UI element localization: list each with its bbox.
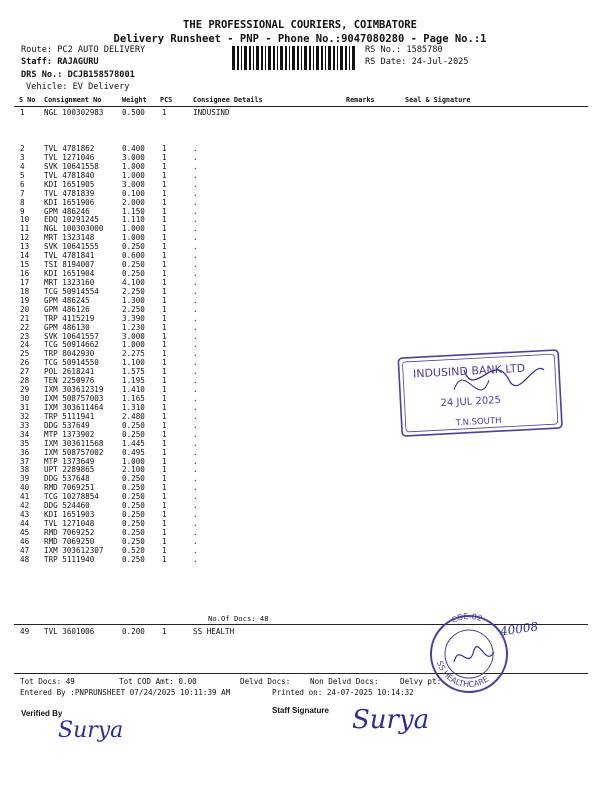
row-consignee: . (193, 152, 198, 162)
row-sno: 30 (20, 394, 30, 404)
row-pcs: 1 (162, 554, 167, 564)
healthcare-note: 40008 (499, 619, 539, 639)
row-sno: 31 (20, 402, 30, 412)
row-consignment: GPM 486245 (44, 295, 90, 305)
row-sno: 23 (20, 331, 30, 341)
row-consignee: . (193, 233, 198, 243)
row-pcs: 1 (162, 474, 167, 484)
row-pcs: 1 (162, 358, 167, 368)
row-pcs: 1 (162, 447, 167, 457)
col-remarks: Remarks (346, 96, 375, 104)
row-weight: 1.150 (122, 206, 145, 216)
verified-by-label: Verified By (21, 709, 63, 718)
row-pcs: 1 (162, 385, 167, 395)
row-consignment: TRP 4115219 (44, 313, 95, 323)
row-pcs: 1 (162, 251, 167, 261)
row-weight: 1.410 (122, 385, 145, 395)
row-sno: 1 (20, 108, 25, 117)
row-pcs: 1 (162, 170, 167, 180)
non-delivered-docs: Non Delvd Docs: (310, 677, 379, 686)
row-weight: 0.250 (122, 242, 145, 252)
bank-stamp-title: INDUSIND BANK LTD (412, 361, 526, 381)
row-consignee: . (193, 144, 198, 153)
row-sno: 19 (20, 295, 30, 305)
row-pcs: 1 (162, 527, 167, 537)
row-consignment: TRP 8042930 (44, 349, 95, 359)
row-pcs: 1 (162, 277, 167, 287)
row-consignee: . (193, 215, 198, 225)
row-consignee: . (193, 483, 198, 493)
row-weight: 0.250 (122, 483, 145, 493)
row-consignee: . (193, 367, 198, 377)
row-weight: 0.520 (122, 545, 145, 555)
row-pcs: 1 (162, 269, 167, 279)
row-consignment: GPM 486126 (44, 304, 90, 314)
row-weight: 1.300 (122, 295, 145, 305)
row-pcs: 1 (162, 519, 167, 529)
drs-number: DRS No.: DCJB158578001 (21, 70, 135, 80)
row-consignment: TVL 1271046 (44, 152, 95, 162)
row-weight: 0.250 (122, 269, 145, 279)
row-pcs: 1 (162, 438, 167, 448)
row-pcs: 1 (162, 304, 167, 314)
row-consignment: SVK 10641555 (44, 242, 99, 252)
row-pcs: 1 (162, 429, 167, 439)
row-sno: 27 (20, 367, 30, 377)
row-pcs: 1 (162, 510, 167, 520)
row-sno: 22 (20, 322, 30, 332)
row-consignee: . (193, 197, 198, 207)
row-consignee: . (193, 304, 198, 314)
row-consignee: . (193, 242, 198, 252)
row-sno: 4 (20, 161, 25, 171)
row-consignment: IXM 303612307 (44, 545, 104, 555)
row-pcs: 1 (162, 144, 167, 153)
row-weight: 1.575 (122, 367, 145, 377)
row-weight: 0.400 (122, 144, 145, 153)
row-pcs: 1 (162, 349, 167, 359)
row-weight: 0.200 (122, 627, 145, 636)
row-weight: 2.250 (122, 286, 145, 296)
row-consignee: . (193, 474, 198, 484)
row-consignee: . (193, 420, 198, 430)
row-consignment: TCG 50914554 (44, 286, 99, 296)
row-weight: 2.250 (122, 304, 145, 314)
row-pcs: 1 (162, 411, 167, 421)
row-consignee: . (193, 277, 198, 287)
row-consignment: TVL 4781841 (44, 251, 95, 261)
row-weight: 1.310 (122, 402, 145, 412)
row-consignee: INDUSIND (193, 108, 230, 117)
row-consignee: . (193, 188, 198, 198)
table-row (0, 297, 600, 306)
row-consignment: TEN 2250976 (44, 376, 95, 386)
row-weight: 0.250 (122, 429, 145, 439)
row-pcs: 1 (162, 492, 167, 502)
total-docs: Tot Docs: 49 (20, 677, 75, 686)
row-consignment: KDI 1651903 (44, 510, 95, 520)
row-weight: 0.250 (122, 492, 145, 502)
col-sno: S No (19, 96, 36, 104)
rs-number: RS No.: 1585780 (365, 45, 443, 55)
row-weight: 3.000 (122, 331, 145, 341)
row-consignee: . (193, 456, 198, 466)
row-consignee: . (193, 260, 198, 270)
row-sno: 20 (20, 304, 30, 314)
row-weight: 0.250 (122, 536, 145, 546)
verified-signature: Surya (58, 718, 124, 743)
col-consignee: Consignee Details (193, 96, 263, 104)
row-weight: 3.000 (122, 179, 145, 189)
row-weight: 1.000 (122, 170, 145, 180)
row-pcs: 1 (162, 394, 167, 404)
row-consignee: . (193, 358, 198, 368)
row-weight: 3.000 (122, 152, 145, 162)
row-pcs: 1 (162, 376, 167, 386)
row-consignment: TRP 5111940 (44, 554, 95, 564)
row-consignee: . (193, 465, 198, 475)
row-consignee: . (193, 501, 198, 511)
col-pcs: PCS (160, 96, 173, 104)
row-weight: 1.110 (122, 215, 145, 225)
row-consignee: . (193, 438, 198, 448)
row-consignment: KDI 1651904 (44, 269, 95, 279)
row-weight: 1.000 (122, 161, 145, 171)
row-sno: 33 (20, 420, 30, 430)
row-consignee: . (193, 519, 198, 529)
row-pcs: 1 (162, 367, 167, 377)
row-sno: 41 (20, 492, 30, 502)
row-consignment: RMD 7069252 (44, 527, 95, 537)
row-weight: 0.250 (122, 554, 145, 564)
row-sno: 49 (20, 627, 30, 636)
row-sno: 12 (20, 233, 30, 243)
row-pcs: 1 (162, 215, 167, 225)
row-consignee: . (193, 376, 198, 386)
row-pcs: 1 (162, 108, 167, 117)
row-sno: 5 (20, 170, 25, 180)
table-row (0, 466, 600, 475)
row-consignment: TVL 4781862 (44, 144, 95, 153)
row-pcs: 1 (162, 260, 167, 270)
row-sno: 18 (20, 286, 30, 296)
row-consignment: IXM 508757003 (44, 394, 104, 404)
row-consignment: MTP 1373649 (44, 456, 95, 466)
row-pcs: 1 (162, 313, 167, 323)
table-row (0, 556, 600, 565)
row-weight: 0.250 (122, 260, 145, 270)
row-consignee: . (193, 170, 198, 180)
row-weight: 0.250 (122, 510, 145, 520)
row-consignee: . (193, 322, 198, 332)
row-sno: 44 (20, 519, 30, 529)
row-consignee: . (193, 429, 198, 439)
row-consignee: . (193, 349, 198, 359)
bank-stamp-region: T.N.SOUTH (455, 415, 502, 429)
row-sno: 32 (20, 411, 30, 421)
row-pcs: 1 (162, 402, 167, 412)
row-consignment: TCG 50914550 (44, 358, 99, 368)
row-weight: 1.165 (122, 394, 145, 404)
row-sno: 24 (20, 340, 30, 350)
row-sno: 47 (20, 545, 30, 555)
row-consignment: SVK 10641558 (44, 161, 99, 171)
row-consignment: DDG 537649 (44, 420, 90, 430)
row-weight: 3.390 (122, 313, 145, 323)
row-consignee: . (193, 179, 198, 189)
row-consignment: TVL 1271048 (44, 519, 95, 529)
row-consignment: UPT 2289865 (44, 465, 95, 475)
row-sno: 48 (20, 554, 30, 564)
row-consignee: . (193, 331, 198, 341)
row-weight: 0.600 (122, 251, 145, 261)
row-weight: 1.000 (122, 340, 145, 350)
row-pcs: 1 (162, 179, 167, 189)
row-weight: 1.195 (122, 376, 145, 386)
row-consignment: DDG 524460 (44, 501, 90, 511)
row-weight: 1.000 (122, 456, 145, 466)
row-consignment: IXM 303611568 (44, 438, 104, 448)
row-weight: 0.250 (122, 527, 145, 537)
col-consignment: Consignment No (44, 96, 102, 104)
row-consignee: . (193, 340, 198, 350)
row-pcs: 1 (162, 286, 167, 296)
row-weight: 0.250 (122, 501, 145, 511)
row-consignee: . (193, 554, 198, 564)
row-consignment: NGL 100303000 (44, 224, 104, 234)
row-sno: 14 (20, 251, 30, 261)
row-consignment: TCG 10278854 (44, 492, 99, 502)
row-consignment: MRT 1323160 (44, 277, 95, 287)
bank-stamp (394, 340, 568, 440)
row-consignee: . (193, 385, 198, 395)
row-pcs: 1 (162, 420, 167, 430)
svg-text:CBE-02: CBE-02 (450, 612, 484, 626)
row-consignment: KDI 1651906 (44, 197, 95, 207)
staff-signature-label: Staff Signature (272, 706, 329, 715)
row-pcs: 1 (162, 536, 167, 546)
row-sno: 34 (20, 429, 30, 439)
row-consignee: . (193, 492, 198, 502)
printed-on: Printed on: 24-07-2025 10:14:32 (272, 688, 414, 697)
row-consignment: IXM 303612319 (44, 385, 104, 395)
row-sno: 15 (20, 260, 30, 270)
row-consignee: . (193, 224, 198, 234)
row-sno: 21 (20, 313, 30, 323)
table-row (0, 109, 600, 118)
row-sno: 13 (20, 242, 30, 252)
row-consignee: . (193, 510, 198, 520)
row-pcs: 1 (162, 501, 167, 511)
row-consignment: SVK 10641557 (44, 331, 99, 341)
row-consignee: . (193, 545, 198, 555)
row-weight: 1.000 (122, 233, 145, 243)
row-consignment: TVL 3601006 (44, 627, 95, 636)
row-weight: 0.100 (122, 188, 145, 198)
row-sno: 37 (20, 456, 30, 466)
row-sno: 7 (20, 188, 25, 198)
runsheet-subtitle: Delivery Runsheet - PNP - Phone No.:9047080280 - Page No.:1 (113, 33, 487, 45)
row-consignment: TRP 5111941 (44, 411, 95, 421)
row-pcs: 1 (162, 322, 167, 332)
row-sno: 10 (20, 215, 30, 225)
row-consignment: GPM 486246 (44, 206, 90, 216)
row-consignment: POL 2618241 (44, 367, 95, 377)
row-sno: 8 (20, 197, 25, 207)
row-consignment: GPM 486130 (44, 322, 90, 332)
row-consignment: MTP 1373902 (44, 429, 95, 439)
delivery-pt: Delvy pt: (400, 677, 442, 686)
vehicle-label: Vehicle: EV Delivery (26, 82, 130, 92)
staff-signature: Surya (352, 705, 430, 735)
row-pcs: 1 (162, 545, 167, 555)
col-weight: Weight (122, 96, 147, 104)
row-sno: 36 (20, 447, 30, 457)
row-sno: 43 (20, 510, 30, 520)
row-sno: 2 (20, 144, 25, 153)
row-consignment: TCG 50914662 (44, 340, 99, 350)
row-sno: 9 (20, 206, 25, 216)
row-sno: 25 (20, 349, 30, 359)
row-sno: 6 (20, 179, 25, 189)
row-pcs: 1 (162, 627, 167, 636)
row-consignee: . (193, 394, 198, 404)
row-consignee: . (193, 269, 198, 279)
row-consignment: IXM 303611464 (44, 402, 104, 412)
row-weight: 2.480 (122, 411, 145, 421)
row-pcs: 1 (162, 224, 167, 234)
row-consignee: . (193, 295, 198, 305)
row-consignment: TSI 8194007 (44, 260, 95, 270)
row-sno: 35 (20, 438, 30, 448)
row-weight: 2.100 (122, 465, 145, 475)
table-row (0, 315, 600, 324)
header-divider (14, 106, 588, 107)
row-sno: 11 (20, 224, 30, 234)
row-pcs: 1 (162, 152, 167, 162)
row-consignment: TVL 4781839 (44, 188, 95, 198)
group-doc-count: No.Of Docs: 48 (208, 614, 269, 623)
row-consignee: . (193, 313, 198, 323)
row-sno: 26 (20, 358, 30, 368)
row-pcs: 1 (162, 483, 167, 493)
row-weight: 0.250 (122, 474, 145, 484)
row-weight: 0.250 (122, 519, 145, 529)
row-sno: 46 (20, 536, 30, 546)
row-pcs: 1 (162, 456, 167, 466)
row-consignee: . (193, 527, 198, 537)
row-sno: 40 (20, 483, 30, 493)
row-consignment: MRT 1323148 (44, 233, 95, 243)
row-sno: 28 (20, 376, 30, 386)
row-weight: 4.100 (122, 277, 145, 287)
row-consignment: NGL 100302983 (44, 108, 104, 117)
row-consignee: . (193, 411, 198, 421)
col-seal: Seal & Signature (405, 96, 471, 104)
table-row (0, 199, 600, 208)
row-weight: 0.495 (122, 447, 145, 457)
svg-text:SS HEALTHCARE: SS HEALTHCARE (434, 659, 491, 690)
row-consignee: . (193, 536, 198, 546)
bank-stamp-date: 24 JUL 2025 (440, 394, 502, 410)
row-consignee: . (193, 286, 198, 296)
row-weight: 1.100 (122, 358, 145, 368)
table-row (0, 493, 600, 502)
row-consignee: . (193, 161, 198, 171)
row-sno: 42 (20, 501, 30, 511)
row-weight: 1.230 (122, 322, 145, 332)
row-pcs: 1 (162, 197, 167, 207)
row-consignee: . (193, 447, 198, 457)
row-pcs: 1 (162, 161, 167, 171)
row-weight: 0.250 (122, 420, 145, 430)
row-consignment: TVL 4781840 (44, 170, 95, 180)
row-pcs: 1 (162, 331, 167, 341)
row-sno: 45 (20, 527, 30, 537)
row-weight: 0.500 (122, 108, 145, 117)
row-pcs: 1 (162, 295, 167, 305)
row-sno: 17 (20, 277, 30, 287)
row-weight: 2.275 (122, 349, 145, 359)
row-sno: 3 (20, 152, 25, 162)
route-label: Route: PC2 AUTO DELIVERY (21, 45, 146, 55)
table-row (0, 288, 600, 297)
row-pcs: 1 (162, 206, 167, 216)
row-consignment: KDI 1651905 (44, 179, 95, 189)
row-consignment: RMD 7069251 (44, 483, 95, 493)
entered-by: Entered By :PNPRUNSHEET 07/24/2025 10:11:39 AM (20, 688, 231, 697)
total-cod: Tot COD Amt: 0.00 (119, 677, 197, 686)
row-sno: 16 (20, 269, 30, 279)
row-weight: 2.000 (122, 197, 145, 207)
row-weight: 1.000 (122, 224, 145, 234)
row-pcs: 1 (162, 340, 167, 350)
row-consignee: SS HEALTH (193, 627, 235, 636)
row-consignee: . (193, 206, 198, 216)
row-consignment: EDQ 10291245 (44, 215, 99, 225)
row-pcs: 1 (162, 465, 167, 475)
row-weight: 1.445 (122, 438, 145, 448)
row-pcs: 1 (162, 233, 167, 243)
row-consignee: . (193, 402, 198, 412)
row-consignment: RMD 7069250 (44, 536, 95, 546)
row-pcs: 1 (162, 188, 167, 198)
company-name: THE PROFESSIONAL COURIERS, COIMBATORE (183, 19, 417, 31)
rs-date: RS Date: 24-Jul-2025 (365, 57, 469, 67)
delivered-docs: Delvd Docs: (240, 677, 291, 686)
row-sno: 38 (20, 465, 30, 475)
row-consignee: . (193, 251, 198, 261)
row-sno: 39 (20, 474, 30, 484)
staff-label: Staff: RAJAGURU (21, 57, 99, 67)
barcode (232, 46, 356, 72)
row-sno: 29 (20, 385, 30, 395)
row-pcs: 1 (162, 242, 167, 252)
row-consignment: IXM 508757002 (44, 447, 104, 457)
row-consignment: DDG 537648 (44, 474, 90, 484)
